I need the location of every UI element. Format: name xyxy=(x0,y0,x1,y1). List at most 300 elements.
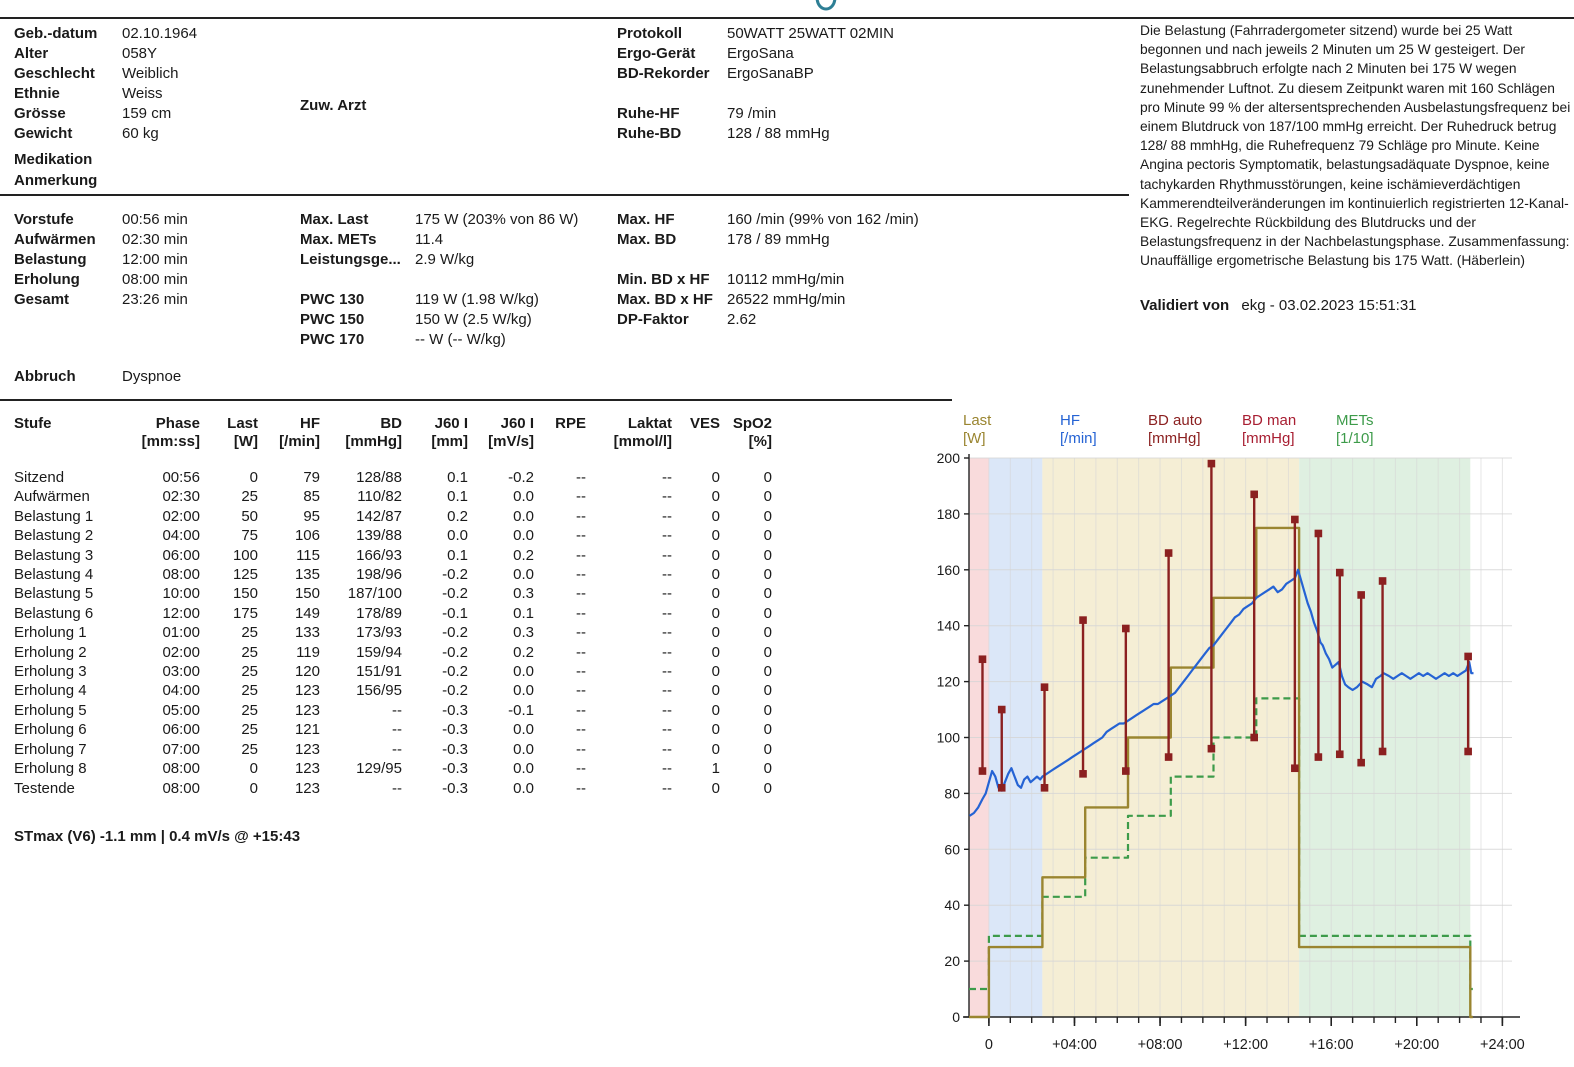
value-cell: -- xyxy=(662,740,672,758)
value-cell: -- xyxy=(662,469,672,486)
value-cell: 0 xyxy=(711,604,720,622)
value-cell: 0 xyxy=(711,469,720,486)
value-cell: -- xyxy=(576,507,586,525)
field-row xyxy=(300,310,578,330)
value-cell: 03:00 xyxy=(162,663,200,681)
value-cell: 0 xyxy=(711,624,720,642)
value-cell: -- xyxy=(662,760,672,778)
bd-diastolic-marker xyxy=(1315,753,1323,761)
column-header-name: HF xyxy=(300,415,320,432)
field-value: 10112 mmHg/min xyxy=(727,271,845,288)
y-tick-label: 60 xyxy=(944,841,960,858)
bd-diastolic-marker xyxy=(1208,745,1216,753)
value-cell: 0 xyxy=(763,682,772,700)
field-label: Min. BD x HF xyxy=(617,271,710,288)
field-row xyxy=(617,104,830,124)
y-tick-label: 160 xyxy=(936,561,960,578)
value-cell: -- xyxy=(576,663,586,681)
value-cell: -0.2 xyxy=(442,682,468,700)
value-cell: 08:00 xyxy=(162,566,200,584)
field-value: 119 W (1.98 W/kg) xyxy=(415,291,539,308)
field-row xyxy=(300,290,578,310)
value-cell: 121 xyxy=(294,721,320,739)
value-cell: 79 xyxy=(303,469,320,486)
value-cell: -- xyxy=(576,585,586,603)
column-header-unit xyxy=(534,433,586,451)
value-cell: 06:00 xyxy=(162,546,200,564)
field-row xyxy=(617,44,894,64)
bd-systolic-marker xyxy=(1291,516,1299,524)
value-cell: 0 xyxy=(763,469,772,486)
y-tick-label: 80 xyxy=(944,785,960,802)
field-row xyxy=(14,64,197,84)
value-cell: 151/91 xyxy=(356,663,402,681)
value-cell: -0.2 xyxy=(442,643,468,661)
value-cell: -- xyxy=(576,701,586,719)
note-label: Anmerkung xyxy=(14,172,98,189)
bd-diastolic-marker xyxy=(1464,748,1472,756)
value-cell: 149 xyxy=(294,604,320,622)
field-row xyxy=(617,230,919,250)
field-row xyxy=(300,270,578,290)
value-cell: 0.0 xyxy=(513,740,534,758)
bd-systolic-marker xyxy=(1357,591,1365,599)
value-cell: -0.2 xyxy=(442,663,468,681)
x-tick-label: +12:00 xyxy=(1223,1037,1269,1053)
bd-systolic-marker xyxy=(979,655,987,663)
value-cell: -- xyxy=(392,721,402,739)
field-value: 178 / 89 mmHg xyxy=(727,231,830,248)
column-header-unit xyxy=(14,433,134,451)
value-cell: 0.1 xyxy=(447,469,468,486)
field-label: DP-Faktor xyxy=(617,311,689,328)
field-label: Max. BD x HF xyxy=(617,291,713,308)
value-cell: -- xyxy=(576,546,586,564)
patient-info-block xyxy=(14,24,197,144)
value-cell: 0 xyxy=(763,507,772,525)
field-row xyxy=(617,270,919,290)
value-cell: 0 xyxy=(711,721,720,739)
value-cell: 04:00 xyxy=(162,682,200,700)
field-label: Max. BD xyxy=(617,231,677,248)
x-tick-label: +24:00 xyxy=(1479,1037,1525,1053)
value-cell: 156/95 xyxy=(356,682,402,700)
value-cell: 123 xyxy=(294,682,320,700)
column-header-name: VES xyxy=(689,415,720,432)
bd-diastolic-marker xyxy=(1079,770,1087,778)
field-label: Ruhe-HF xyxy=(617,105,680,122)
value-cell: -- xyxy=(576,527,586,545)
field-value: 159 cm xyxy=(122,105,172,122)
value-cell: 115 xyxy=(296,546,320,564)
bd-diastolic-marker xyxy=(1379,748,1387,756)
value-cell: 123 xyxy=(294,760,320,778)
bd-diastolic-marker xyxy=(979,767,987,775)
value-cell: 0 xyxy=(763,663,772,681)
value-cell: 12:00 xyxy=(162,604,200,622)
field-row xyxy=(14,24,197,44)
stage-cell: Erholung 7 xyxy=(14,740,87,758)
value-cell: 75 xyxy=(241,527,258,545)
value-cell: 0.1 xyxy=(447,546,468,564)
field-label: Protokoll xyxy=(617,25,683,42)
field-value: Weiblich xyxy=(122,65,179,82)
value-cell: 0 xyxy=(711,682,720,700)
value-cell: 0 xyxy=(249,779,258,797)
abort-row xyxy=(14,367,181,387)
field-row xyxy=(617,64,894,84)
column-header-unit: [W] xyxy=(233,433,258,450)
value-cell: -0.3 xyxy=(442,721,468,739)
value-cell: -0.2 xyxy=(442,566,468,584)
value-cell: -- xyxy=(576,643,586,661)
field-label: Ergo-Gerät xyxy=(617,45,696,62)
value-cell: -0.2 xyxy=(442,585,468,603)
value-cell: 0 xyxy=(711,488,720,506)
stmax-summary: STmax (V6) -1.1 mm | 0.4 mV/s @ +15:43 xyxy=(14,828,301,845)
field-value: 175 W (203% von 86 W) xyxy=(415,211,579,228)
field-row xyxy=(14,210,188,230)
value-cell: 150 xyxy=(294,585,320,603)
value-cell: 0.2 xyxy=(447,507,468,525)
maxima-block xyxy=(617,210,919,330)
stage-cell: Belastung 6 xyxy=(14,604,94,622)
legend-series-unit: [mmHg] xyxy=(1242,430,1295,447)
value-cell: 139/88 xyxy=(356,527,402,545)
column-header-unit xyxy=(672,433,720,451)
column-header-name: SpO2 xyxy=(732,415,772,432)
column-header-unit: [mmHg] xyxy=(345,433,402,450)
value-cell: -- xyxy=(662,624,672,642)
value-cell: 133 xyxy=(294,624,320,642)
abort-label: Abbruch xyxy=(14,368,76,385)
y-tick-label: 20 xyxy=(944,953,960,970)
findings-paragraph: Die Belastung (Fahrradergometer sitzend) wurde bei 25 Watt begonnen und nach jeweils 2 Minuten um 25 W gesteigert. Der Belastungsabbruch erfolgte nach 2 Minuten bei 175 W wegen zunehmender Luftnot. Zu diesem Zeitpunkt waren mit 160 Schlägen pro Minute 99 % der altersentsprechenden Ausbelastungsfrequenz bei einem Blutdruck von 187/100 mmHg erreicht. Der Ruhedruck betrug 128/ 88 mmhHg, die Ruhefrequenz 79 Schläge pro Minute. Keine Angina pectoris Symptomatik, belastungsadäquate Dyspnoe, keine tachykarden Rhythmusstörungen, keine ischämieverdächtigen Kammerendteilveränderungen im kontinuierlich registrierten 12-Kanal-EKG. Regelrechte Rückbildung des Blutdrucks und der Belastungsfrequenz in der Nachbelastungsphase. Zusammenfassung: Unauffällige ergometrische Belastung bis 175 Watt. (Häberlein) xyxy=(1140,23,1571,269)
field-value: 150 W (2.5 W/kg) xyxy=(415,311,532,328)
y-tick-label: 100 xyxy=(936,729,960,746)
value-cell: 0 xyxy=(711,566,720,584)
section-divider-1 xyxy=(0,194,1129,196)
value-cell: 25 xyxy=(241,643,258,661)
field-label: Ethnie xyxy=(14,85,60,102)
column-header-unit: [mm] xyxy=(431,433,468,450)
legend-series-unit: [1/10] xyxy=(1336,430,1374,447)
value-cell: 0 xyxy=(711,643,720,661)
value-cell: 123 xyxy=(294,701,320,719)
x-tick-label: +20:00 xyxy=(1394,1037,1440,1053)
value-cell: 0.0 xyxy=(447,527,468,545)
value-cell: 0.3 xyxy=(513,585,534,603)
value-cell: 0.1 xyxy=(513,604,534,622)
abort-value: Dyspnoe xyxy=(122,368,182,385)
legend-series-name: Last xyxy=(963,412,992,429)
field-value: 02.10.1964 xyxy=(122,25,198,42)
value-cell: -- xyxy=(392,701,402,719)
value-cell: 95 xyxy=(303,507,320,525)
value-cell: 0 xyxy=(763,643,772,661)
field-value: ErgoSana xyxy=(727,45,794,62)
value-cell: 150 xyxy=(232,585,258,603)
field-label: Vorstufe xyxy=(14,211,74,228)
value-cell: 173/93 xyxy=(356,624,402,642)
field-value: ErgoSanaBP xyxy=(727,65,814,82)
field-label: Max. Last xyxy=(300,211,369,228)
column-header-name: Phase xyxy=(155,415,200,432)
stage-cell: Testende xyxy=(14,779,75,797)
value-cell: 08:00 xyxy=(162,779,200,797)
value-cell: 0 xyxy=(711,701,720,719)
value-cell: 00:56 xyxy=(162,469,200,486)
value-cell: 10:00 xyxy=(162,585,200,603)
value-cell: -- xyxy=(662,507,672,525)
y-tick-label: 200 xyxy=(936,450,960,466)
validated-by-value: ekg - 03.02.2023 15:51:31 xyxy=(1241,297,1417,314)
field-row xyxy=(617,24,894,44)
stage-cell: Belastung 4 xyxy=(14,566,94,584)
field-label: Max. HF xyxy=(617,211,675,228)
stage-cell: Erholung 2 xyxy=(14,643,87,661)
x-tick-label: +08:00 xyxy=(1137,1037,1183,1053)
value-cell: -- xyxy=(576,469,586,486)
stage-cell: Belastung 2 xyxy=(14,527,94,545)
value-cell: -0.1 xyxy=(508,701,534,719)
field-row xyxy=(300,250,578,270)
field-value: 11.4 xyxy=(415,231,444,248)
value-cell: 0 xyxy=(711,740,720,758)
validated-by-label: Validiert von xyxy=(1140,297,1230,314)
value-cell: 0 xyxy=(711,779,720,797)
value-cell: 05:00 xyxy=(162,701,200,719)
column-header-unit: [%] xyxy=(748,433,772,450)
value-cell: 0.0 xyxy=(513,663,534,681)
value-cell: 0.1 xyxy=(447,488,468,506)
value-cell: 0 xyxy=(763,701,772,719)
value-cell: 100 xyxy=(232,546,258,564)
value-cell: -0.2 xyxy=(508,469,534,486)
value-cell: 0 xyxy=(763,546,772,564)
value-cell: -- xyxy=(662,682,672,700)
x-tick-label: +04:00 xyxy=(1052,1037,1097,1053)
protocol-block xyxy=(617,24,894,84)
value-cell: -0.2 xyxy=(442,624,468,642)
value-cell: 0 xyxy=(763,760,772,778)
column-header-name: Last xyxy=(227,415,258,432)
bd-diastolic-marker xyxy=(1250,734,1258,742)
value-cell: -- xyxy=(662,721,672,739)
value-cell: 50 xyxy=(241,507,258,525)
column-header-name: BD xyxy=(380,415,402,432)
legend-series-name: BD auto xyxy=(1148,412,1203,429)
bd-systolic-marker xyxy=(1041,683,1049,691)
legend-series-name: HF xyxy=(1060,412,1080,429)
value-cell: 0.0 xyxy=(513,721,534,739)
validation-line xyxy=(1140,296,1417,316)
value-cell: 0 xyxy=(763,779,772,797)
value-cell: 1 xyxy=(711,760,720,778)
bd-systolic-marker xyxy=(1122,625,1130,633)
field-row xyxy=(617,124,830,144)
field-label: Geb.-datum xyxy=(14,25,98,42)
value-cell: 187/100 xyxy=(347,585,402,603)
bd-diastolic-marker xyxy=(1122,767,1130,775)
x-tick-label: 0 xyxy=(984,1037,993,1053)
field-row xyxy=(300,210,578,230)
stage-cell: Belastung 5 xyxy=(14,585,94,603)
value-cell: 0 xyxy=(763,740,772,758)
field-value: 50WATT 25WATT 02MIN xyxy=(727,25,894,42)
value-cell: -- xyxy=(576,760,586,778)
value-cell: 25 xyxy=(241,740,258,758)
field-label: Ruhe-BD xyxy=(617,125,682,142)
value-cell: 0.0 xyxy=(513,779,534,797)
value-cell: 110/82 xyxy=(357,488,402,506)
value-cell: 02:30 xyxy=(162,488,200,506)
field-value: 12:00 min xyxy=(122,251,188,268)
value-cell: -- xyxy=(662,779,672,797)
value-cell: 135 xyxy=(294,566,320,584)
referring-doctor-label: Zuw. Arzt xyxy=(300,97,367,114)
value-cell: 0.0 xyxy=(513,566,534,584)
legend-series-unit: [mmHg] xyxy=(1148,430,1201,447)
bd-systolic-marker xyxy=(1464,653,1472,661)
field-label: Gesamt xyxy=(14,291,70,308)
value-cell: 08:00 xyxy=(162,760,200,778)
value-cell: 0 xyxy=(249,760,258,778)
value-cell: 123 xyxy=(294,740,320,758)
value-cell: -- xyxy=(576,721,586,739)
value-cell: 25 xyxy=(241,488,258,506)
value-cell: -- xyxy=(662,488,672,506)
bd-diastolic-marker xyxy=(1357,759,1365,767)
y-tick-label: 180 xyxy=(936,505,960,522)
value-cell: -- xyxy=(662,701,672,719)
value-cell: 25 xyxy=(241,721,258,739)
column-header-name: Stufe xyxy=(14,415,52,432)
value-cell: 106 xyxy=(294,527,320,545)
value-cell: 0 xyxy=(763,604,772,622)
field-value: -- W (-- W/kg) xyxy=(415,331,506,348)
y-tick-label: 140 xyxy=(936,617,960,634)
value-cell: -- xyxy=(662,663,672,681)
value-cell: 0 xyxy=(711,585,720,603)
field-value: 02:30 min xyxy=(122,231,188,248)
value-cell: 0 xyxy=(763,566,772,584)
value-cell: -0.3 xyxy=(442,779,468,797)
bd-diastolic-marker xyxy=(1336,750,1344,758)
bd-systolic-marker xyxy=(1079,616,1087,624)
field-value: Weiss xyxy=(122,85,163,102)
field-row xyxy=(617,310,919,330)
bd-systolic-marker xyxy=(1208,460,1216,468)
value-cell: 125 xyxy=(232,566,258,584)
field-label: Alter xyxy=(14,45,49,62)
field-label: BD-Rekorder xyxy=(617,65,710,82)
value-cell: -- xyxy=(576,488,586,506)
value-cell: 0.0 xyxy=(513,488,534,506)
value-cell: 25 xyxy=(241,701,258,719)
bd-systolic-marker xyxy=(1315,530,1323,538)
field-value: 23:26 min xyxy=(122,291,188,308)
value-cell: 0 xyxy=(711,546,720,564)
value-cell: -0.1 xyxy=(442,604,468,622)
field-row xyxy=(14,270,188,290)
value-cell: 119 xyxy=(296,643,320,661)
bd-diastolic-marker xyxy=(1041,784,1049,792)
value-cell: 123 xyxy=(294,779,320,797)
value-cell: 198/96 xyxy=(356,566,402,584)
field-row xyxy=(300,230,578,250)
value-cell: -- xyxy=(662,546,672,564)
field-value: 00:56 min xyxy=(122,211,188,228)
value-cell: 0 xyxy=(711,507,720,525)
phase-durations-block xyxy=(14,210,188,310)
stage-cell: Erholung 1 xyxy=(14,624,87,642)
value-cell: -0.3 xyxy=(442,740,468,758)
value-cell: -- xyxy=(662,643,672,661)
bd-diastolic-marker xyxy=(1291,764,1299,772)
bd-systolic-marker xyxy=(1165,549,1173,557)
field-label: Gewicht xyxy=(14,125,73,142)
field-row xyxy=(14,290,188,310)
value-cell: 0.0 xyxy=(513,507,534,525)
stage-cell: Erholung 5 xyxy=(14,701,87,719)
column-header-name: RPE xyxy=(555,415,586,432)
field-label: Geschlecht xyxy=(14,65,95,82)
value-cell: -- xyxy=(576,779,586,797)
field-row xyxy=(14,250,188,270)
legend-series-unit: [/min] xyxy=(1060,430,1097,447)
value-cell: -- xyxy=(576,682,586,700)
column-header-name: J60 I xyxy=(500,415,534,432)
stage-table-body xyxy=(14,468,772,798)
value-cell: 25 xyxy=(241,663,258,681)
field-value: 08:00 min xyxy=(122,271,188,288)
y-tick-label: 120 xyxy=(936,673,960,690)
stage-cell: Sitzend xyxy=(14,469,65,486)
value-cell: 25 xyxy=(241,682,258,700)
value-cell: 178/89 xyxy=(356,604,402,622)
value-cell: 128/88 xyxy=(356,469,402,486)
stage-cell: Erholung 4 xyxy=(14,682,87,700)
section-divider-2 xyxy=(0,399,952,401)
ergometry-chart xyxy=(930,405,1574,1061)
legend-series-unit: [W] xyxy=(963,430,986,447)
value-cell: -- xyxy=(392,779,402,797)
logo-glyph xyxy=(812,0,840,20)
field-value: 2.62 xyxy=(727,311,757,328)
value-cell: 175 xyxy=(232,604,258,622)
y-tick-label: 0 xyxy=(952,1009,960,1025)
value-cell: -- xyxy=(576,604,586,622)
value-cell: 01:00 xyxy=(162,624,200,642)
value-cell: 0.2 xyxy=(513,546,534,564)
bd-systolic-marker xyxy=(1336,569,1344,577)
field-value: 128 / 88 mmHg xyxy=(727,125,830,142)
performance-block xyxy=(300,210,578,350)
value-cell: 159/94 xyxy=(356,643,402,661)
value-cell: 25 xyxy=(241,624,258,642)
field-row xyxy=(617,210,919,230)
medication-label: Medikation xyxy=(14,151,93,168)
column-header-unit: [mV/s] xyxy=(488,433,534,450)
stage-cell: Belastung 3 xyxy=(14,546,94,564)
value-cell: 07:00 xyxy=(162,740,200,758)
value-cell: -- xyxy=(576,624,586,642)
field-label: PWC 170 xyxy=(300,331,365,348)
value-cell: -- xyxy=(662,527,672,545)
value-cell: -0.3 xyxy=(442,701,468,719)
value-cell: 0.2 xyxy=(513,643,534,661)
